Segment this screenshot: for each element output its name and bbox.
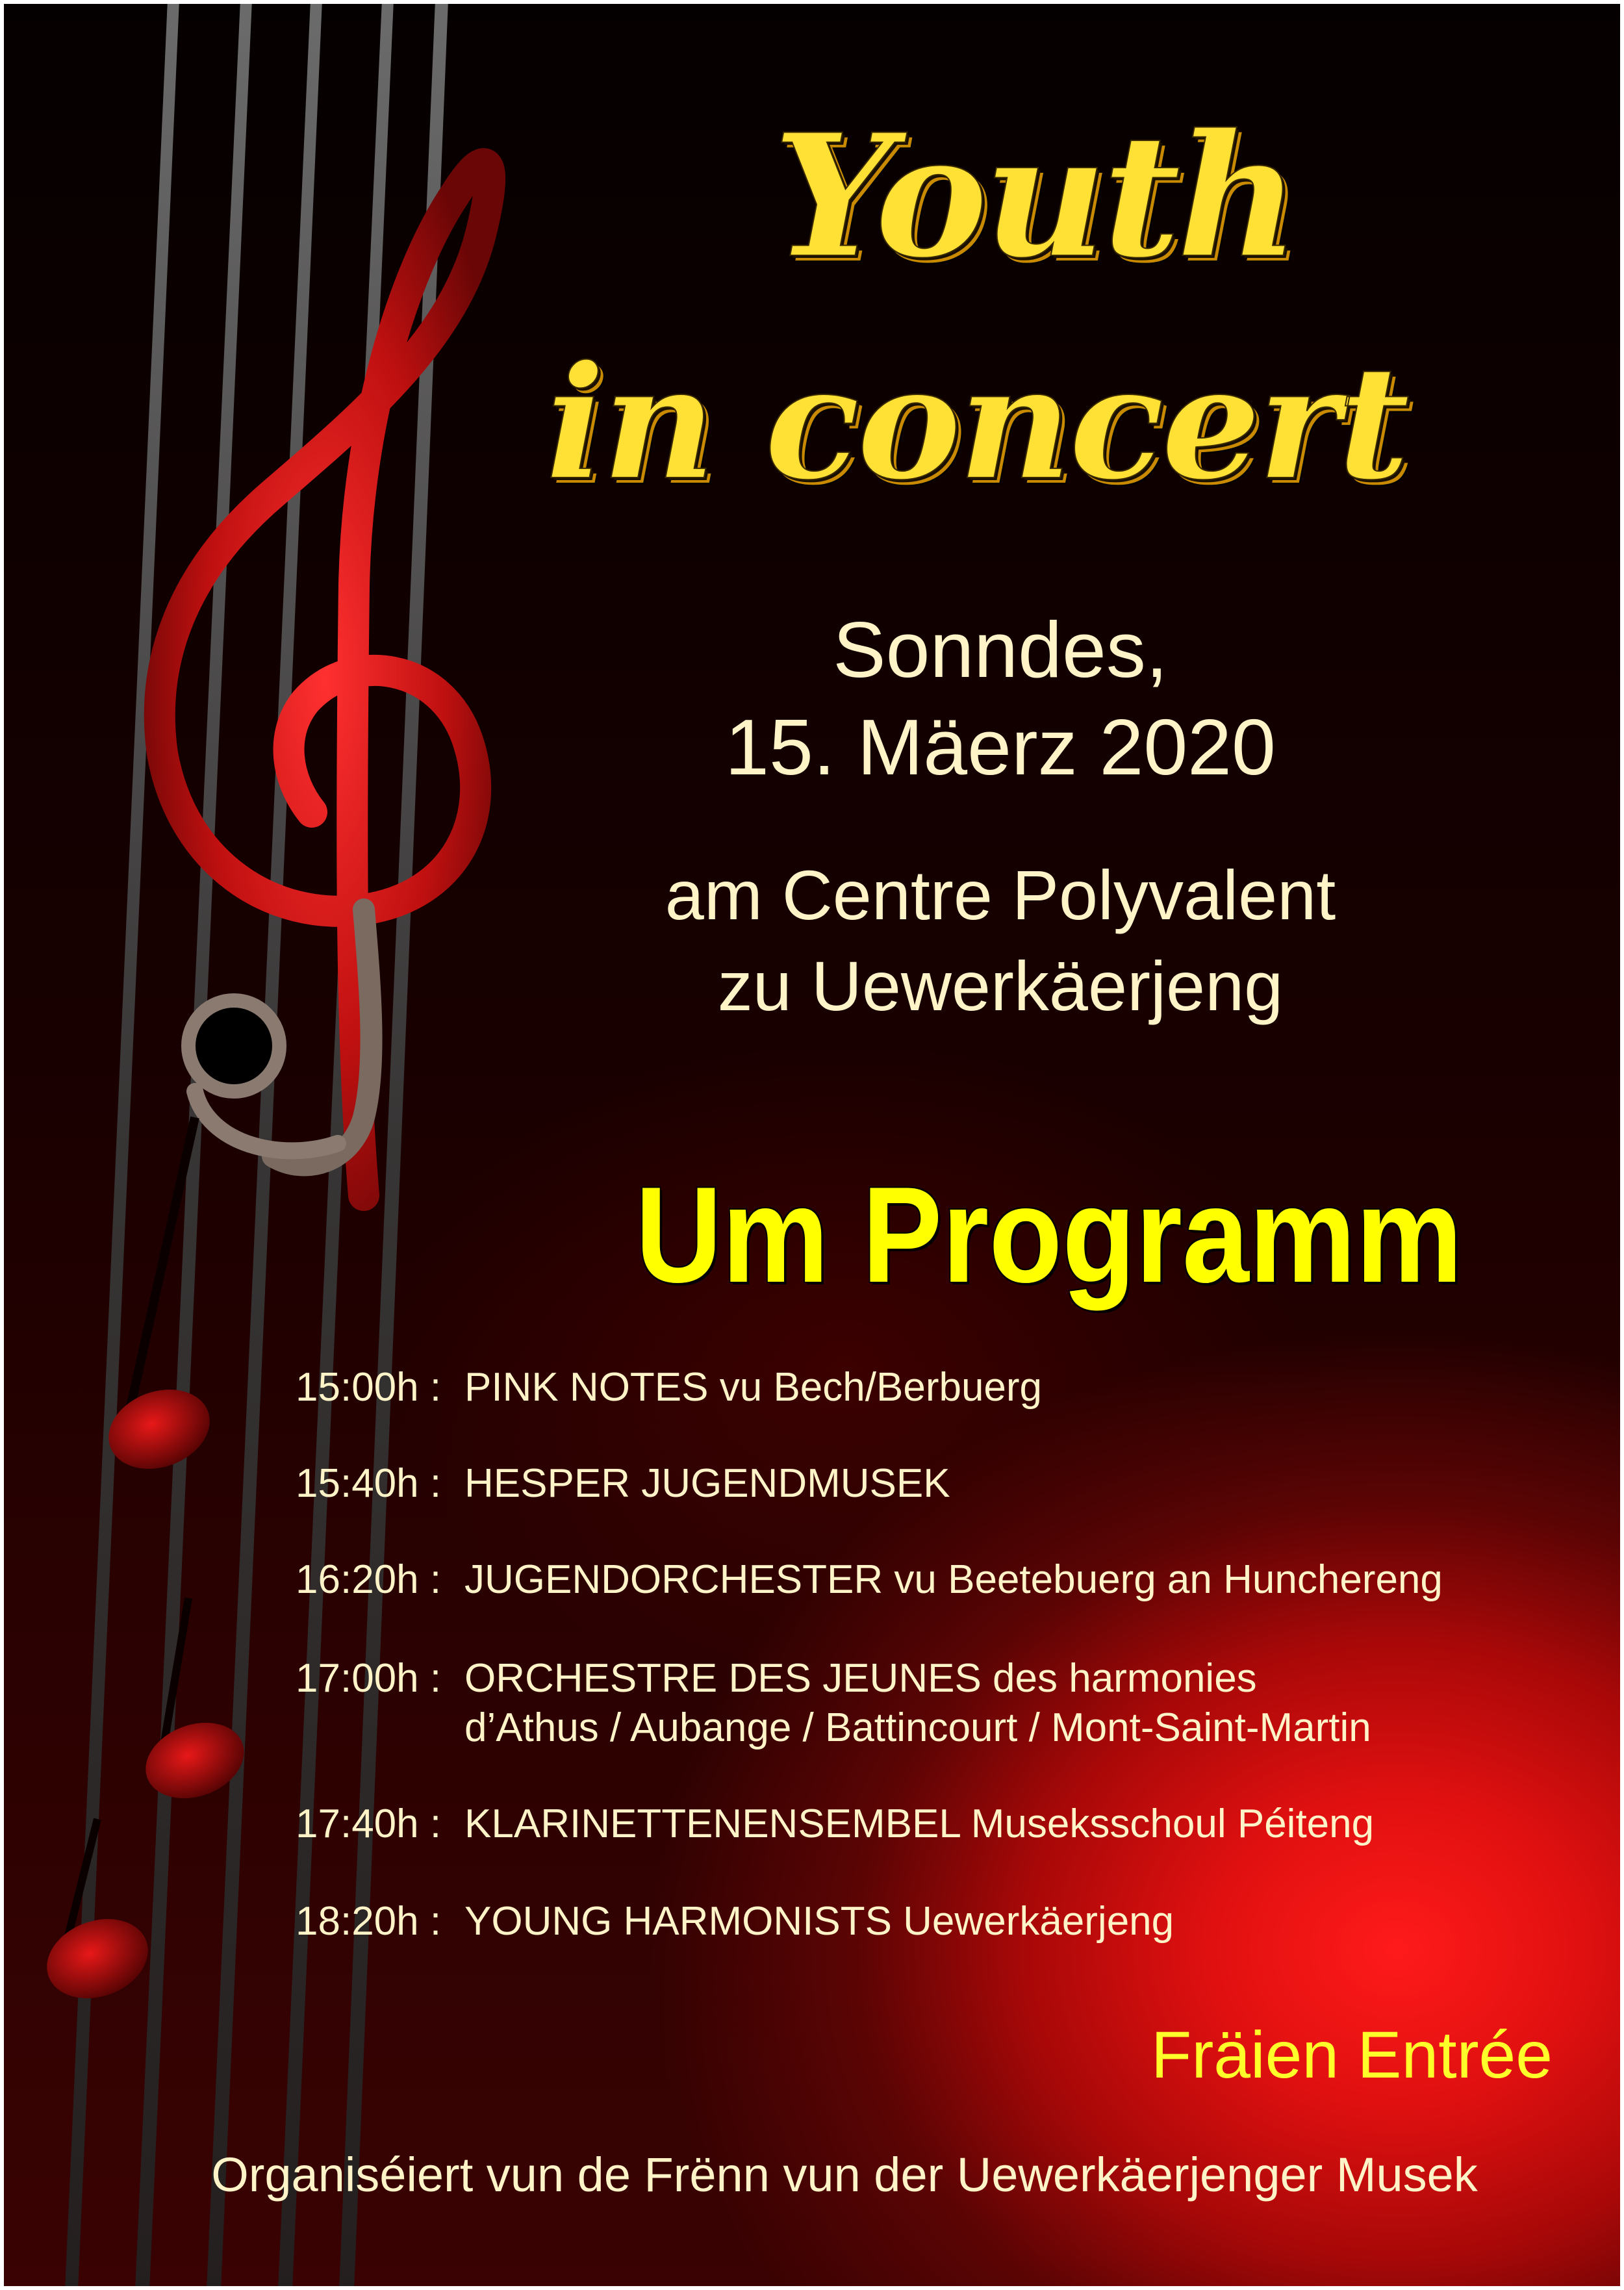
schedule-time: 15:00h : xyxy=(296,1365,442,1410)
schedule-performer: JUGENDORCHESTER vu Beetebuerg an Hunchereng xyxy=(464,1557,1443,1602)
schedule-item xyxy=(296,1557,1562,1648)
venue-name: am Centre Polyvalent xyxy=(665,856,1336,934)
schedule-performer: ORCHESTRE DES JEUNES des harmonies xyxy=(464,1656,1257,1701)
schedule-time: 15:40h : xyxy=(296,1461,442,1506)
poster-title-youth: Youth xyxy=(773,97,1296,296)
schedule-item xyxy=(296,1801,1562,1892)
schedule-performer-detail: d’Athus / Aubange / Battincourt / Mont-Saint-Martin xyxy=(464,1705,1371,1750)
event-date: 15. Mäerz 2020 xyxy=(725,703,1276,791)
poster-title-in-concert: in concert xyxy=(546,331,1408,515)
schedule-item xyxy=(296,1460,1562,1551)
schedule-time: 16:20h : xyxy=(296,1557,442,1602)
schedule-performer: YOUNG HARMONISTS Uewerkäerjeng xyxy=(464,1899,1174,1944)
schedule-performer: PINK NOTES vu Bech/Berbuerg xyxy=(464,1365,1043,1410)
schedule-performer: HESPER JUGENDMUSEK xyxy=(464,1461,950,1506)
schedule-performer: KLARINETTENENSEMBEL Museksschoul Péiteng xyxy=(464,1801,1375,1846)
music-note-icon xyxy=(36,1905,159,2012)
schedule-item xyxy=(296,1655,1562,1750)
schedule-item xyxy=(296,1898,1562,1989)
schedule-item xyxy=(296,1364,1562,1455)
program-heading: Um Programm xyxy=(635,1158,1463,1311)
schedule-time: 17:40h : xyxy=(296,1801,442,1846)
venue-location: zu Uewerkäerjeng xyxy=(717,947,1284,1025)
schedule-time: 17:00h : xyxy=(296,1656,442,1701)
schedule-time: 18:20h : xyxy=(296,1899,442,1944)
organizer-credit: Organiséiert vun de Frënn vun der Uewerkäerjenger Musek xyxy=(211,2148,1478,2202)
event-day: Sonndes, xyxy=(833,605,1168,694)
free-entry-notice: Fräien Entrée xyxy=(1151,2018,1553,2092)
music-notes xyxy=(36,1117,255,2012)
